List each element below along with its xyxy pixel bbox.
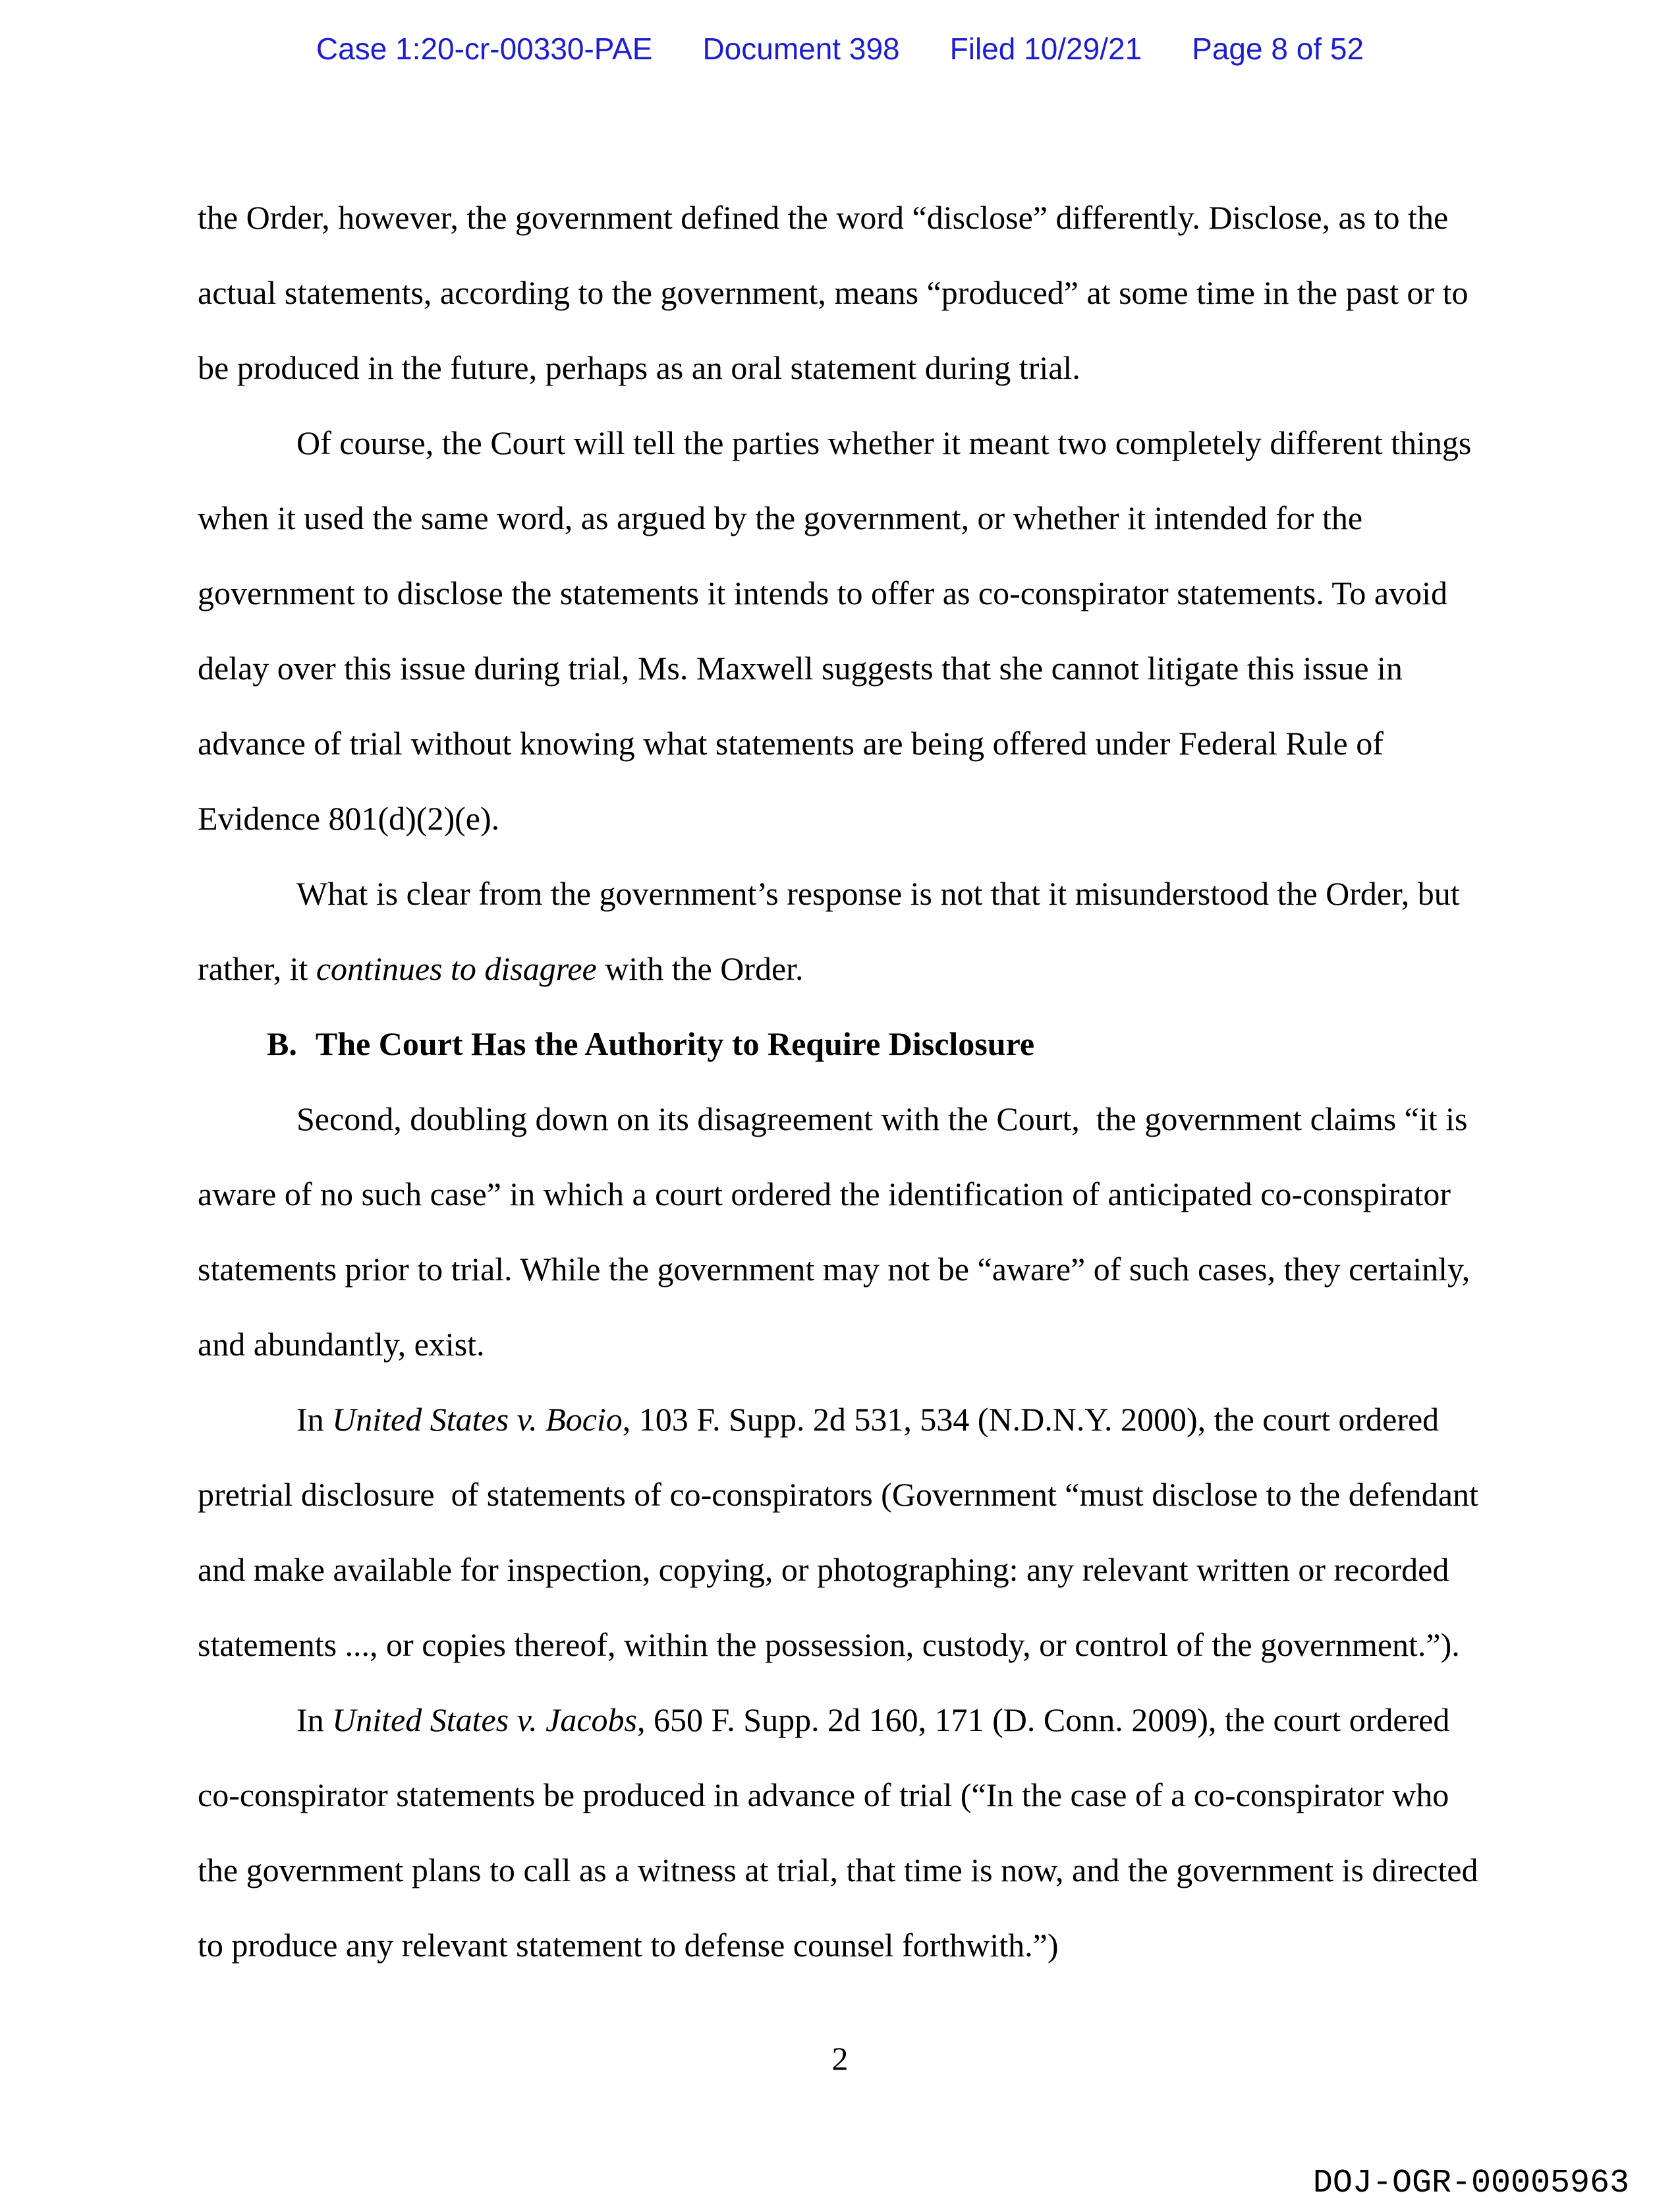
text-run: government to disclose the statements it intends to offer as co-conspirator statements. To avoid — [198, 575, 1447, 611]
section-heading-number: B. — [267, 1025, 297, 1062]
text-run: and abundantly, exist. — [198, 1326, 485, 1363]
text-run: statements prior to trial. While the government may not be “aware” of such cases, they certainly, — [198, 1251, 1470, 1288]
text-line — [198, 1908, 1486, 1983]
bates-number: DOJ-OGR-00005963 — [1312, 2165, 1629, 2202]
text-line — [198, 180, 1486, 255]
text-run: Of course, the Court will tell the parties whether it meant two completely different things — [296, 424, 1472, 461]
section-heading-title: The Court Has the Authority to Require Disclosure — [315, 1025, 1035, 1062]
text-run: and make available for inspection, copying, or photographing: any relevant written or recorded — [198, 1551, 1449, 1588]
text-line — [198, 405, 1486, 480]
text-line — [198, 1156, 1486, 1232]
text-run: What is clear from the government’s response is not that it misunderstood the Order, but — [296, 875, 1460, 912]
text-line — [198, 255, 1486, 330]
text-line — [198, 781, 1486, 856]
text-line — [198, 1307, 1486, 1382]
section-heading — [198, 1006, 1486, 1081]
text-line — [198, 480, 1486, 555]
text-line — [198, 706, 1486, 781]
text-line — [198, 555, 1486, 631]
text-run: In — [296, 1701, 333, 1738]
text-line — [198, 1682, 1486, 1757]
stamp-filed-date: Filed 10/29/21 — [949, 32, 1142, 66]
text-line — [198, 1607, 1486, 1682]
italic-text-run: continues to disagree — [316, 950, 597, 987]
text-run: to produce any relevant statement to defense counsel forthwith.”) — [198, 1927, 1059, 1964]
text-run: advance of trial without knowing what statements are being offered under Federal Rule of — [198, 725, 1384, 762]
text-line — [198, 931, 1486, 1006]
text-run: , 650 F. Supp. 2d 160, 171 (D. Conn. 2009), the court ordered — [637, 1701, 1450, 1738]
case-citation-italic: United States v. Bocio — [332, 1401, 623, 1438]
text-run: rather, it — [198, 950, 316, 987]
text-run: aware of no such case” in which a court ordered the identification of anticipated co-conspirator — [198, 1176, 1451, 1212]
text-run: statements ..., or copies thereof, within the possession, custody, or control of the government.”). — [198, 1626, 1460, 1663]
text-run: Evidence 801(d)(2)(e). — [198, 800, 500, 837]
text-run: delay over this issue during trial, Ms. Maxwell suggests that she cannot litigate this issue in — [198, 650, 1403, 687]
text-run: In — [296, 1401, 333, 1438]
text-run: when it used the same word, as argued by the government, or whether it intended for the — [198, 499, 1363, 536]
text-line — [198, 1457, 1486, 1532]
stamp-page-count: Page 8 of 52 — [1192, 32, 1364, 66]
text-run: with the Order. — [596, 950, 804, 987]
text-line — [198, 1757, 1486, 1832]
text-line — [198, 1081, 1486, 1156]
stamp-document-number: Document 398 — [702, 32, 900, 66]
case-stamp-header — [0, 32, 1680, 66]
text-run: , 103 F. Supp. 2d 531, 534 (N.D.N.Y. 2000), the court ordered — [622, 1401, 1440, 1438]
text-line — [198, 330, 1486, 405]
text-line — [198, 1382, 1486, 1457]
text-line — [198, 1232, 1486, 1307]
text-run: Second, doubling down on its disagreement with the Court, the government claims “it is — [296, 1100, 1468, 1137]
document-body — [198, 180, 1486, 1983]
stamp-case-number: Case 1:20-cr-00330-PAE — [316, 32, 653, 66]
text-line — [198, 631, 1486, 706]
text-run: pretrial disclosure of statements of co-conspirators (Government “must disclose to the defendant — [198, 1476, 1478, 1513]
text-run: actual statements, according to the government, means “produced” at some time in the past or to — [198, 274, 1469, 311]
text-line — [198, 1532, 1486, 1607]
text-line — [198, 1832, 1486, 1908]
text-run: co-conspirator statements be produced in advance of trial (“In the case of a co-conspirator who — [198, 1776, 1449, 1813]
case-citation-italic: United States v. Jacobs — [332, 1701, 637, 1738]
text-run: the Order, however, the government defined the word “disclose” differently. Disclose, as to the — [198, 199, 1449, 236]
text-line — [198, 856, 1486, 931]
page-number: 2 — [831, 2040, 849, 2077]
text-run: be produced in the future, perhaps as an oral statement during trial. — [198, 349, 1080, 386]
text-run: the government plans to call as a witness at trial, that time is now, and the government is directed — [198, 1852, 1478, 1888]
